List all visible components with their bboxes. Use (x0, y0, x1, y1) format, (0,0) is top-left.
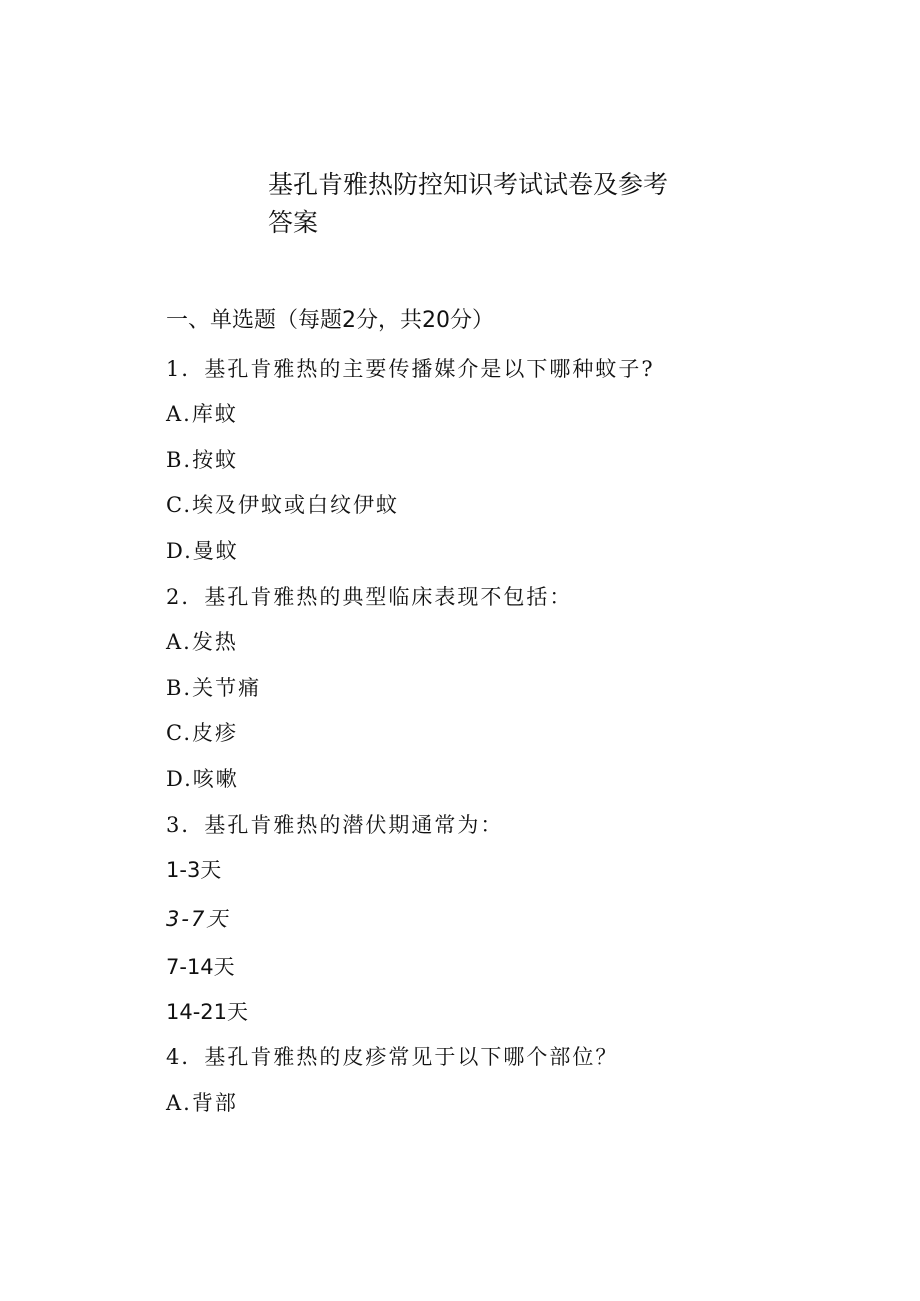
question-1-option-b: B.按蚊 (166, 448, 239, 472)
question-2-option-b: B.关节痛 (166, 676, 262, 700)
question-4-stem: 4．基孔肯雅热的皮疹常见于以下哪个部位？ (166, 1045, 619, 1069)
document-title: 基孔肯雅热防控知识考试试卷及参考答案 (268, 170, 669, 237)
question-4-option-a: A.背部 (166, 1091, 238, 1115)
question-3-option-2: 3-7天 (166, 907, 230, 931)
question-3-option-1: 1-3天 (166, 858, 222, 882)
section-heading: 一、单选题（每题2分，共20分） (166, 308, 494, 333)
question-2-option-d: D.咳嗽 (166, 767, 239, 791)
question-1-option-a: A.库蚊 (166, 402, 238, 426)
question-2-option-a: A.发热 (166, 630, 238, 654)
question-3-stem: 3．基孔肯雅热的潜伏期通常为： (166, 813, 504, 837)
question-2-stem: 2．基孔肯雅热的典型临床表现不包括： (166, 585, 573, 609)
question-3-option-3: 7-14天 (166, 955, 235, 979)
question-3-option-4: 14-21天 (166, 1000, 249, 1024)
question-1-option-c: C.埃及伊蚊或白纹伊蚊 (166, 493, 399, 517)
question-1-option-d: D.曼蚊 (166, 539, 239, 563)
question-1-stem: 1．基孔肯雅热的主要传播媒介是以下哪种蚊子? (166, 357, 655, 381)
question-2-option-c: C.皮疹 (166, 721, 238, 745)
